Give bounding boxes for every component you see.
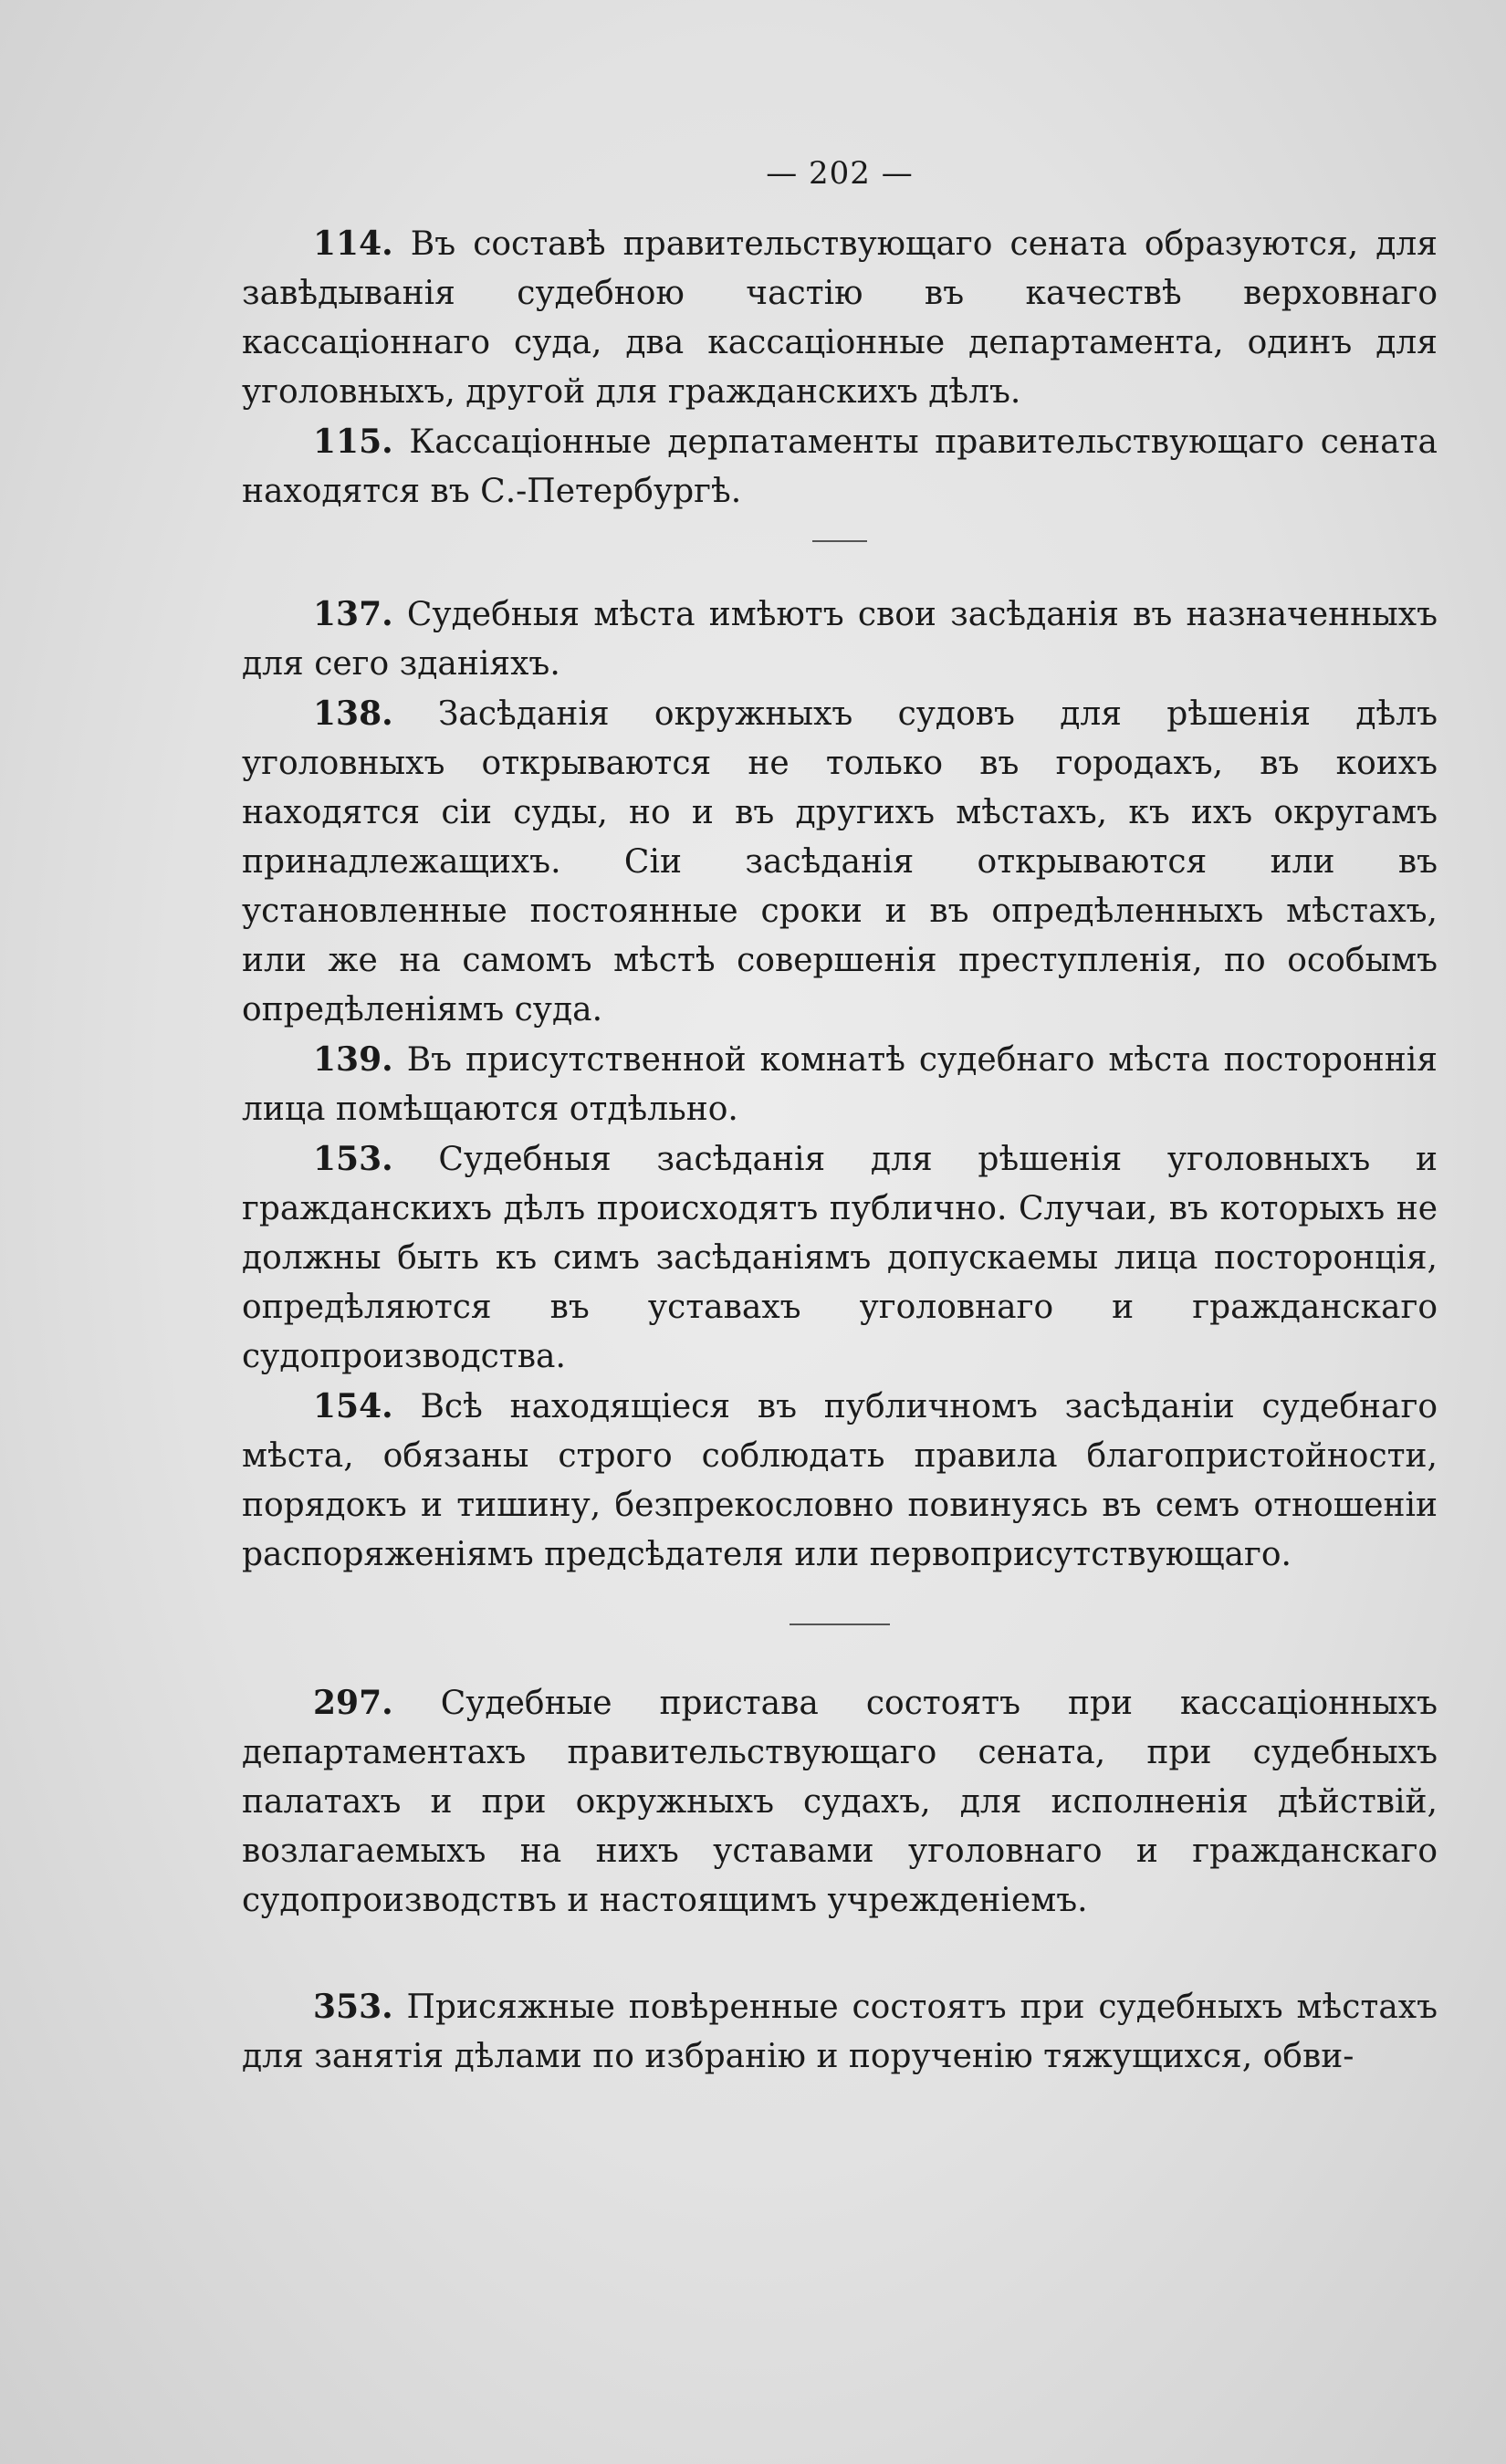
article-number: 114.	[313, 224, 393, 263]
paragraph-137	[242, 590, 1438, 689]
article-text: Въ составѣ правительствующаго сената образуются, для завѣдыванія судебною частію въ качествѣ верховнаго кассаціоннаго суда, два кассаціонные департамента, одинъ для уголовныхъ, другой для гражданскихъ дѣлъ.	[242, 225, 1438, 411]
article-text: Въ присутственной комнатѣ судебнаго мѣста постороннія лица помѣщаются отдѣльно.	[242, 1041, 1438, 1128]
section-gap	[242, 1926, 1438, 1982]
paragraph-114	[242, 219, 1438, 417]
article-text: Засѣданія окружныхъ судовъ для рѣшенія дѣлъ уголовныхъ открываются не только въ городахъ, въ коихъ находятся сіи суды, но и въ другихъ мѣстахъ, къ ихъ округамъ принадлежащихъ. Сіи засѣданія открываются или въ установленные постоянные сроки и въ опредѣленныхъ мѣстахъ, или же на самомъ мѣстѣ совершенія преступленія, по особымъ опредѣленіямъ суда.	[242, 695, 1438, 1028]
article-number: 153.	[313, 1140, 393, 1178]
paragraph-154	[242, 1382, 1438, 1580]
paragraph-353	[242, 1982, 1438, 2082]
article-text: Судебные пристава состоятъ при кассаціонныхъ департаментахъ правительствующаго сената, при судебныхъ палатахъ и при окружныхъ судахъ, для исполненія дѣйствій, возлагаемыхъ на нихъ уставами уголовнаго и гражданскаго судопроизводствъ и настоящимъ учрежденіемъ.	[242, 1685, 1438, 1919]
article-text: Судебныя засѣданія для рѣшенія уголовныхъ и гражданскихъ дѣлъ происходятъ публично. Случаи, въ которыхъ не должны быть къ симъ засѣданіямъ допускаемы лица посторонція, опредѣляются въ уставахъ уголовнаго и гражданскаго судопроизводства.	[242, 1141, 1438, 1375]
article-text: Судебныя мѣста имѣютъ свои засѣданія въ назначенныхъ для сего зданіяхъ.	[242, 596, 1438, 683]
section-divider	[790, 1624, 890, 1625]
article-text: Всѣ находящіеся въ публичномъ засѣданіи судебнаго мѣста, обязаны строго соблюдать правила благопристойности, порядокъ и тишину, безпрекословно повинуясь въ семъ отношеніи распоряженіямъ предсѣдателя или первоприсутствующаго.	[242, 1388, 1438, 1573]
article-number: 137.	[313, 595, 393, 633]
article-number: 353.	[313, 1988, 393, 2026]
article-number: 138.	[313, 694, 393, 733]
page-number: — 202 —	[766, 155, 914, 192]
paragraph-153	[242, 1134, 1438, 1382]
article-number: 115.	[313, 423, 393, 461]
section-divider	[812, 540, 867, 542]
paragraph-297	[242, 1678, 1438, 1926]
paragraph-115	[242, 417, 1438, 517]
article-text: Кассаціонные дерпатаменты правительствующаго сената находятся въ С.-Петербургѣ.	[242, 423, 1438, 510]
article-number: 139.	[313, 1040, 393, 1079]
page-body	[242, 155, 1438, 2082]
paragraph-138	[242, 689, 1438, 1035]
article-number: 297.	[313, 1684, 393, 1722]
article-number: 154.	[313, 1387, 393, 1425]
paragraph-139	[242, 1035, 1438, 1134]
article-text: Присяжные повѣренные состоятъ при судебныхъ мѣстахъ для занятія дѣлами по избранію и порученію тяжущихся, обви-	[242, 1989, 1438, 2075]
